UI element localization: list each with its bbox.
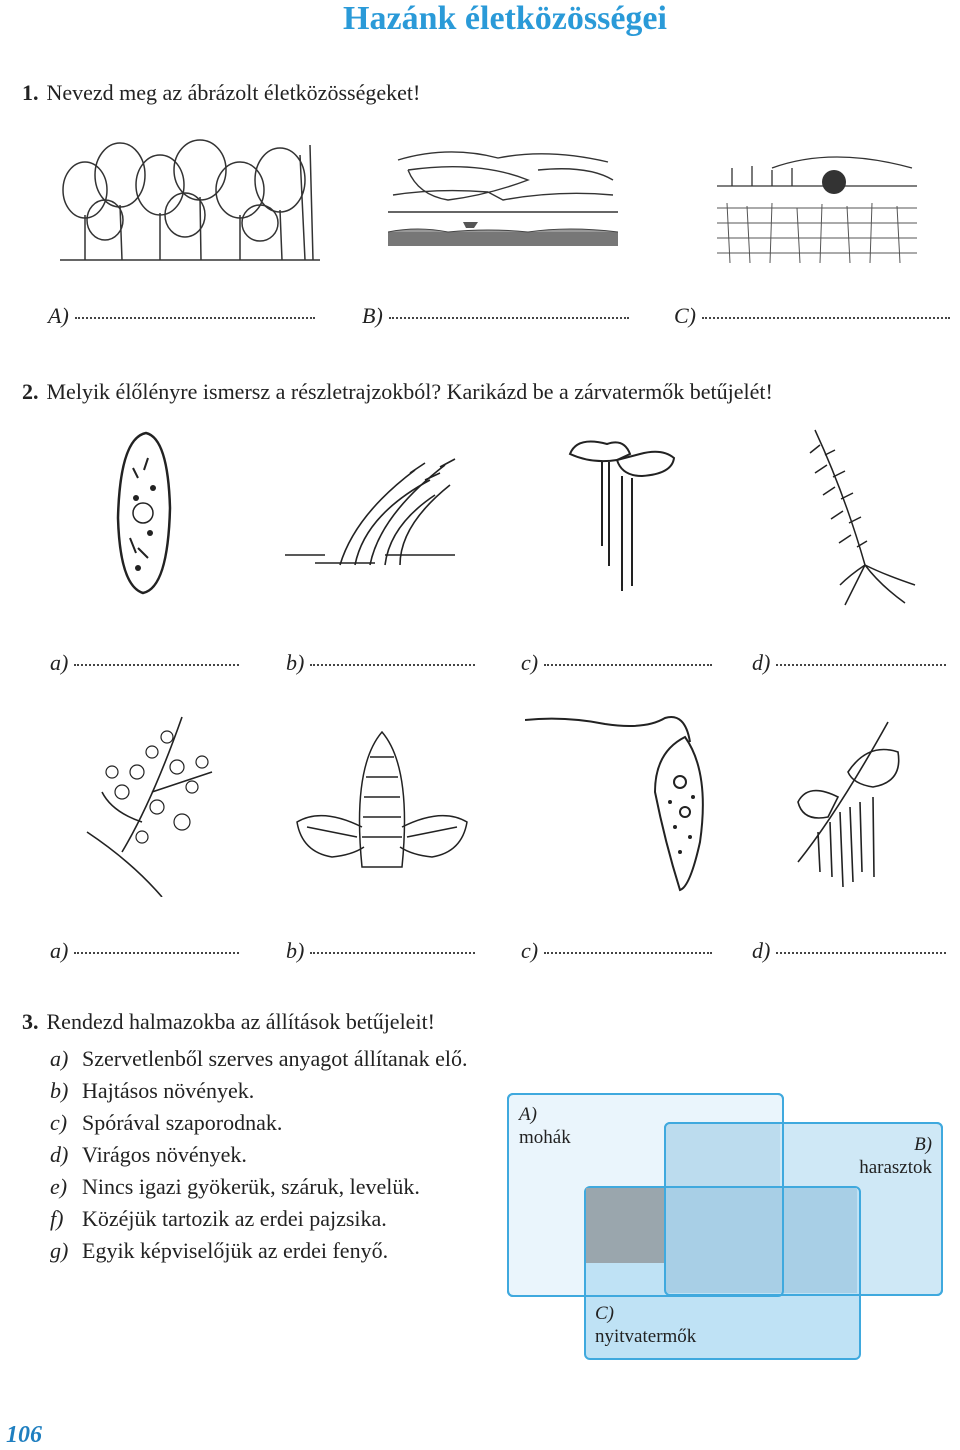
answer-label: b) <box>286 650 305 675</box>
answer-line-c[interactable] <box>521 650 712 676</box>
answer-label: a) <box>50 650 69 675</box>
statement-item: c) Spórával szaporodnak. <box>50 1110 283 1135</box>
paramecium-illustration <box>108 428 183 603</box>
answer-line-c[interactable] <box>674 303 950 329</box>
venn-label-a: A) mohák <box>519 1104 571 1148</box>
answer-label: B) <box>362 303 383 328</box>
task-3-question <box>22 1009 435 1035</box>
statement-item: b) Hajtásos növények. <box>50 1078 255 1103</box>
page-number: 106 <box>6 1422 42 1448</box>
lake-illustration <box>388 140 618 250</box>
hazel-branch-illustration <box>788 712 913 897</box>
statement-item: e) Nincs igazi gyökerük, száruk, levelük. <box>50 1174 420 1199</box>
task-number: 1. <box>22 80 39 105</box>
forest-illustration <box>60 135 320 265</box>
meadow-illustration <box>712 148 922 266</box>
euglena-illustration <box>525 712 710 892</box>
answer-line-d[interactable] <box>752 650 946 676</box>
answer-line-a[interactable] <box>48 303 315 329</box>
answer-label: c) <box>521 650 539 675</box>
answer-line-b[interactable] <box>362 303 629 329</box>
answer-label: A) <box>48 303 69 328</box>
answer-line-a[interactable] <box>50 650 239 676</box>
task-1-question <box>22 80 420 106</box>
answer-line-a[interactable] <box>50 938 239 964</box>
fern-illustration <box>805 425 920 615</box>
blackthorn-branch-illustration <box>82 712 222 897</box>
task-number: 3. <box>22 1009 39 1034</box>
water-lily-illustration <box>562 436 680 596</box>
answer-line-b[interactable] <box>286 938 475 964</box>
statement-item: a) Szervetlenből szerves anyagot állítanak elő. <box>50 1046 468 1071</box>
page-title: Hazánk életközösségei <box>343 0 667 37</box>
reed-illustration <box>285 455 460 570</box>
answer-label: C) <box>674 303 696 328</box>
task-text: Rendezd halmazokba az állítások betűjeleit! <box>46 1009 436 1034</box>
answer-label: a) <box>50 938 69 963</box>
task-text: Nevezd meg az ábrázolt életközösségeket! <box>46 80 421 105</box>
statement-item: g) Egyik képviselőjük az erdei fenyő. <box>50 1238 389 1263</box>
answer-line-b[interactable] <box>286 650 475 676</box>
answer-line-c[interactable] <box>521 938 712 964</box>
statement-item: f) Közéjük tartozik az erdei pajzsika. <box>50 1206 387 1231</box>
answer-line-d[interactable] <box>752 938 946 964</box>
task-2-question <box>22 379 773 405</box>
answer-label: b) <box>286 938 305 963</box>
pine-cone-section-illustration <box>292 727 472 872</box>
answer-label: d) <box>752 650 771 675</box>
task-text: Melyik élőlényre ismersz a részletrajzokból? Karikázd be a zárvatermők betűjelét! <box>46 379 773 404</box>
answer-label: c) <box>521 938 539 963</box>
task-number: 2. <box>22 379 39 404</box>
statement-item: d) Virágos növények. <box>50 1142 247 1167</box>
venn-label-c: C) nyitvatermők <box>595 1303 697 1347</box>
venn-label-b: B) harasztok <box>859 1134 932 1178</box>
answer-label: d) <box>752 938 771 963</box>
